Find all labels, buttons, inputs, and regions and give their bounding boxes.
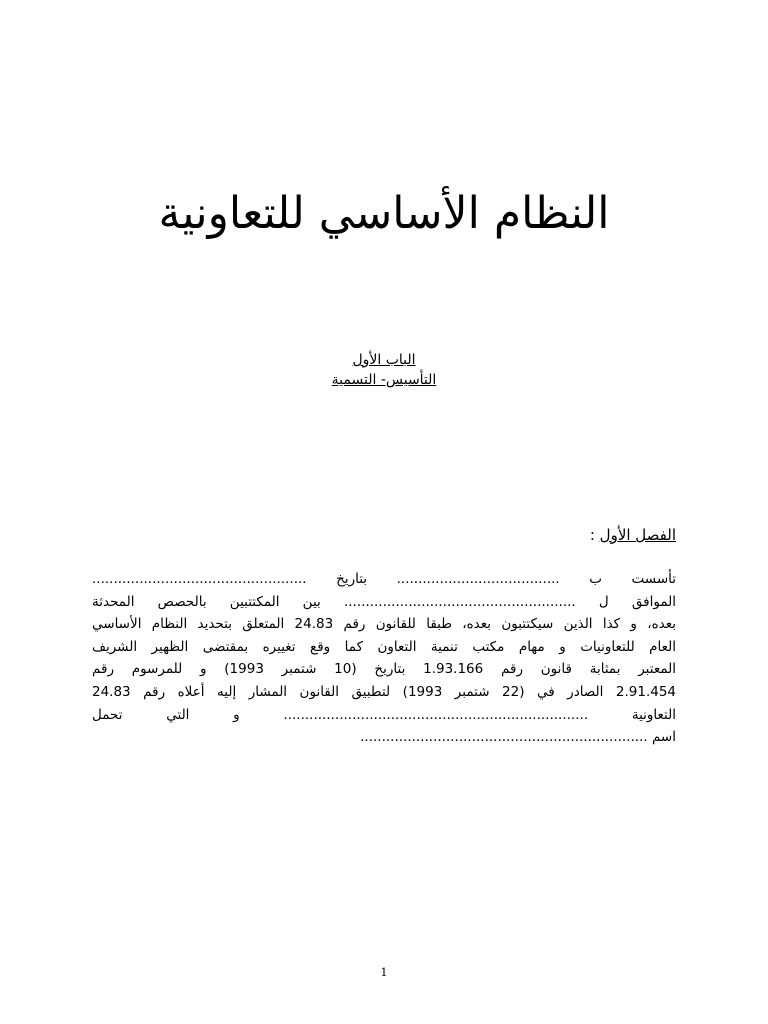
chapter-subtitle: التأسيس- التسمية [331, 372, 437, 388]
document-title: النظام الأساسي للتعاونية [158, 188, 610, 240]
chapter-title: الباب الأول [352, 352, 416, 368]
paragraph-line: بعده، و كذا الذين سيكتتبون بعده، طبقا للقانون رقم 24.83 المتعلق بتحديد النظام الأساسي [92, 616, 676, 633]
paragraph-line: اسم ................................................................... [360, 729, 676, 746]
section-heading [590, 524, 676, 546]
paragraph-line: التعاونية ....................................................................... و التي تحمل [92, 706, 676, 723]
paragraph-line: العام للتعاونيات و مهام مكتب تنمية التعاون كما وقع تغييره بمقتضى الظهير الشريف [92, 638, 676, 655]
paragraph-line: تأسست ب ...................................... بتاريخ .................................................. [92, 571, 676, 587]
paragraph-line: المعتبر بمثابة قانون رقم 1.93.166 بتاريخ (10 شتمبر 1993) و للمرسوم رقم [92, 661, 676, 678]
section-title-colon: : [589, 526, 595, 544]
paragraph-line: 2.91.454 الصادر في (22 شتمبر 1993) لتطبيق القانون المشار إليه أعلاه رقم 24.83 [92, 683, 676, 700]
section-title: الفصل الأول [599, 526, 676, 544]
chapter-heading [0, 350, 768, 390]
page-number: 1 [380, 966, 388, 979]
paragraph-line: الموافق ل ...................................................... بين المكتتبين بالحصص المحدثة [92, 593, 676, 610]
article-paragraph [92, 568, 676, 749]
